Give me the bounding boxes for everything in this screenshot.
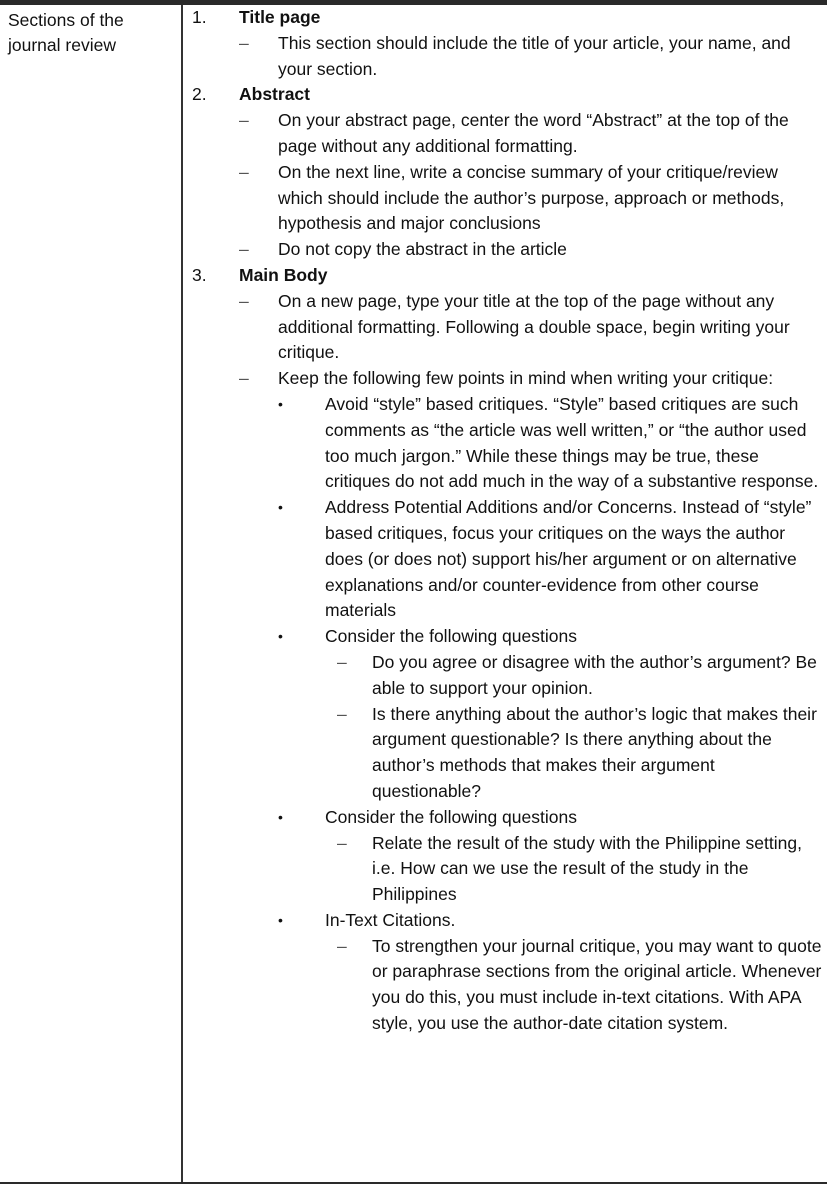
list-item-text: On a new page, type your title at the top of the page without any additional formatting. Following a double space, begin writing your critique. [278, 290, 790, 363]
sub-list-item [325, 702, 827, 805]
list-item [239, 160, 827, 237]
bullet-marker: • [278, 395, 283, 412]
dash-marker: – [239, 239, 249, 260]
sub-list-item-text: Do you agree or disagree with the author’s argument? Be able to support your opinion. [372, 651, 817, 698]
sub-list-item-text: Relate the result of the study with the Philippine setting, i.e. How can we use the result of the study in the Philippines [372, 832, 802, 905]
sub-list-item-text: Is there anything about the author’s logic that makes their argument questionable? Is there anything about the author’s methods that makes their argument questionable? [372, 703, 817, 801]
dash-marker: – [337, 935, 347, 956]
bullet-marker: • [278, 499, 283, 516]
bullet-item [278, 908, 827, 1037]
bullet-text: Consider the following questions [325, 806, 577, 827]
bullet-text: In-Text Citations. [325, 909, 456, 930]
bullet-text: Consider the following questions [325, 626, 577, 647]
column-divider [181, 5, 183, 1182]
section-main-body [192, 263, 827, 1037]
dash-marker: – [337, 703, 347, 724]
list-item-text: This section should include the title of your article, your name, and your section. [278, 32, 791, 79]
sections-label: Sections of the journal review [8, 10, 124, 55]
dash-marker: – [239, 110, 249, 131]
section-number: 3. [192, 264, 207, 285]
dash-marker: – [239, 161, 249, 182]
section-title: Main Body [239, 264, 328, 285]
section-number: 2. [192, 84, 207, 105]
bullet-text: Address Potential Additions and/or Concerns. Instead of “style” based critiques, focus your critiques on the ways the author does (or does not) support his/her argument or on alternative explanations and/or counter-evidence from other course materials [325, 497, 812, 621]
bullet-item [278, 624, 827, 805]
table-bottom-border [0, 1182, 827, 1184]
section-title: Title page [239, 7, 321, 27]
list-item [239, 289, 827, 366]
dash-marker: – [239, 368, 249, 389]
bullet-item [278, 495, 827, 624]
list-item-text: On your abstract page, center the word “Abstract” at the top of the page without any additional formatting. [278, 110, 789, 156]
list-item [239, 366, 827, 1037]
dash-marker: – [239, 32, 249, 53]
bullet-item [278, 392, 827, 495]
bullet-text: Avoid “style” based critiques. “Style” based critiques are such comments as “the article was well written,” or “the author used too much jargon.” While these things may be true, these critiques do not add much in the way of a substantive response. [325, 393, 819, 492]
bullet-marker: • [278, 911, 283, 928]
sub-list-item [325, 831, 827, 908]
list-item-text: Do not copy the abstract in the article [278, 239, 567, 260]
section-abstract [192, 82, 827, 263]
sub-list-item [325, 650, 827, 702]
list-item [239, 237, 827, 263]
list-item-text: On the next line, write a concise summary of your critique/review which should include the author’s purpose, approach or methods, hypothesis and major conclusions [278, 161, 785, 234]
section-number: 1. [192, 7, 207, 27]
list-item [239, 108, 827, 160]
bullet-marker: • [278, 628, 283, 645]
section-title-page [192, 5, 827, 82]
section-title: Abstract [239, 84, 310, 105]
sub-list-item-text: To strengthen your journal critique, you may want to quote or paraphrase sections from the original article. Whenever you do this, you must include in-text citations. With APA style, you use the author-date citation system. [372, 935, 822, 1034]
sub-list-item [325, 934, 827, 1037]
sections-content [192, 5, 827, 1037]
list-item [239, 31, 827, 83]
bullet-marker: • [278, 808, 283, 825]
dash-marker: – [239, 290, 249, 311]
bullet-item [278, 805, 827, 908]
list-item-text: Keep the following few points in mind when writing your critique: [278, 368, 774, 389]
dash-marker: – [337, 651, 347, 672]
dash-marker: – [337, 832, 347, 853]
